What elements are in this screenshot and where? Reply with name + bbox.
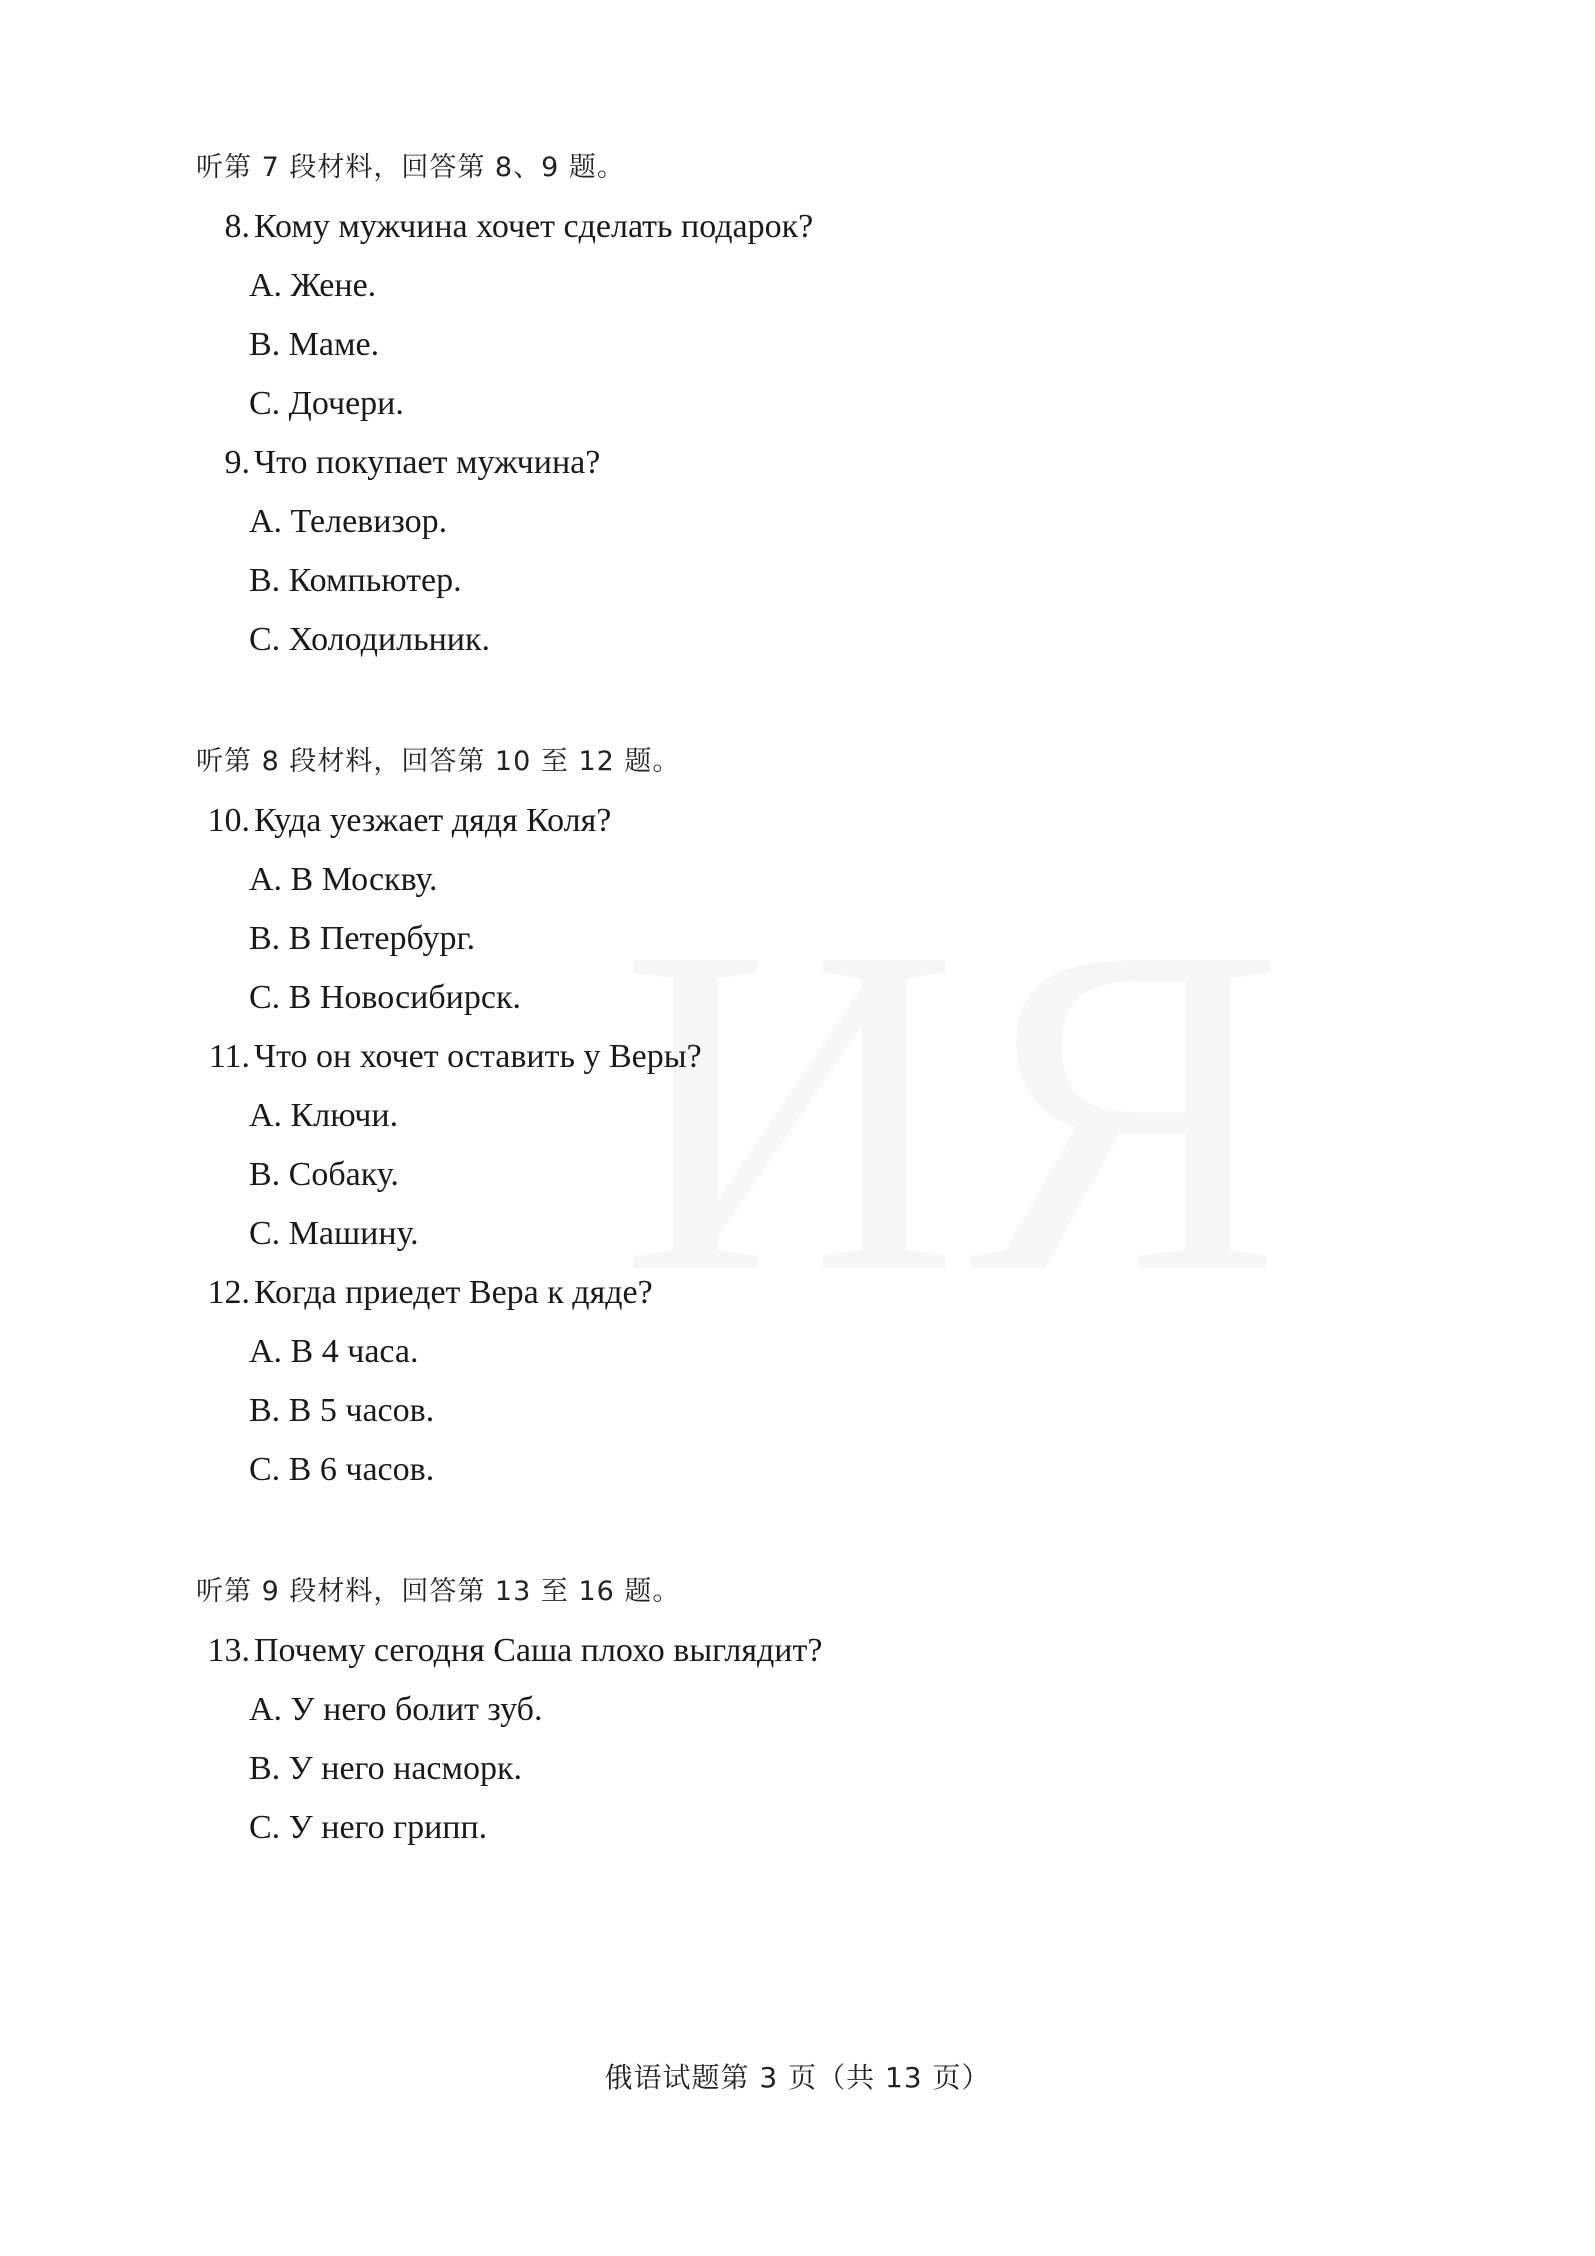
question-text: Что он хочет оставить у Веры? (254, 1037, 702, 1075)
section-heading: 听第 9 段材料，回答第 13 至 16 题。 (196, 1576, 681, 1607)
section-heading: 听第 7 段材料，回答第 8、9 题。 (196, 152, 625, 183)
option-b: B. Собаку. (249, 1156, 399, 1193)
question-9 (196, 433, 1446, 492)
question-text: Кому мужчина хочет сделать подарок? (254, 207, 814, 245)
listening-section-9 (196, 1562, 1446, 1857)
question-8 (196, 197, 1446, 256)
question-number: 8. (224, 207, 250, 245)
question-number: 13. (207, 1631, 250, 1669)
question-number: 12. (207, 1273, 250, 1311)
option-a: A. Жене. (249, 267, 377, 304)
page-footer: 俄语试题第 3 页（共 13 页） (604, 2061, 991, 2094)
section-heading: 听第 8 段材料，回答第 10 至 12 题。 (196, 746, 681, 777)
option-c: C. В Новосибирск. (249, 979, 521, 1016)
option-a: A. В Москву. (249, 861, 438, 898)
option-a: A. Телевизор. (249, 503, 448, 540)
question-11 (196, 1027, 1446, 1086)
question-text: Куда уезжает дядя Коля? (254, 801, 612, 839)
question-number: 9. (224, 443, 250, 481)
option-b: B. У него насморк. (249, 1750, 523, 1787)
option-c: C. Холодильник. (249, 621, 491, 658)
option-a: A. Ключи. (249, 1097, 399, 1134)
option-b: B. Маме. (249, 326, 380, 363)
listening-section-8 (196, 732, 1446, 1499)
listening-section-7 (196, 138, 1446, 669)
option-c: C. У него грипп. (249, 1809, 488, 1846)
question-text: Когда приедет Вера к дяде? (254, 1273, 653, 1311)
option-b: B. В Петербург. (249, 920, 476, 957)
option-c: C. В 6 часов. (249, 1451, 435, 1488)
option-a: A. В 4 часа. (249, 1333, 419, 1370)
question-number: 11. (208, 1037, 250, 1075)
question-12 (196, 1263, 1446, 1322)
question-number: 10. (207, 801, 250, 839)
exam-page-content (196, 138, 1446, 1857)
option-b: B. Компьютер. (249, 562, 462, 599)
question-text: Почему сегодня Саша плохо выглядит? (254, 1631, 823, 1669)
option-c: C. Дочери. (249, 385, 404, 422)
question-10 (196, 791, 1446, 850)
watermark: ИЯ (620, 900, 1293, 1320)
question-13 (196, 1621, 1446, 1680)
option-a: A. У него болит зуб. (249, 1691, 543, 1728)
option-c: C. Машину. (249, 1215, 419, 1252)
option-b: B. В 5 часов. (249, 1392, 435, 1429)
question-text: Что покупает мужчина? (254, 443, 601, 481)
